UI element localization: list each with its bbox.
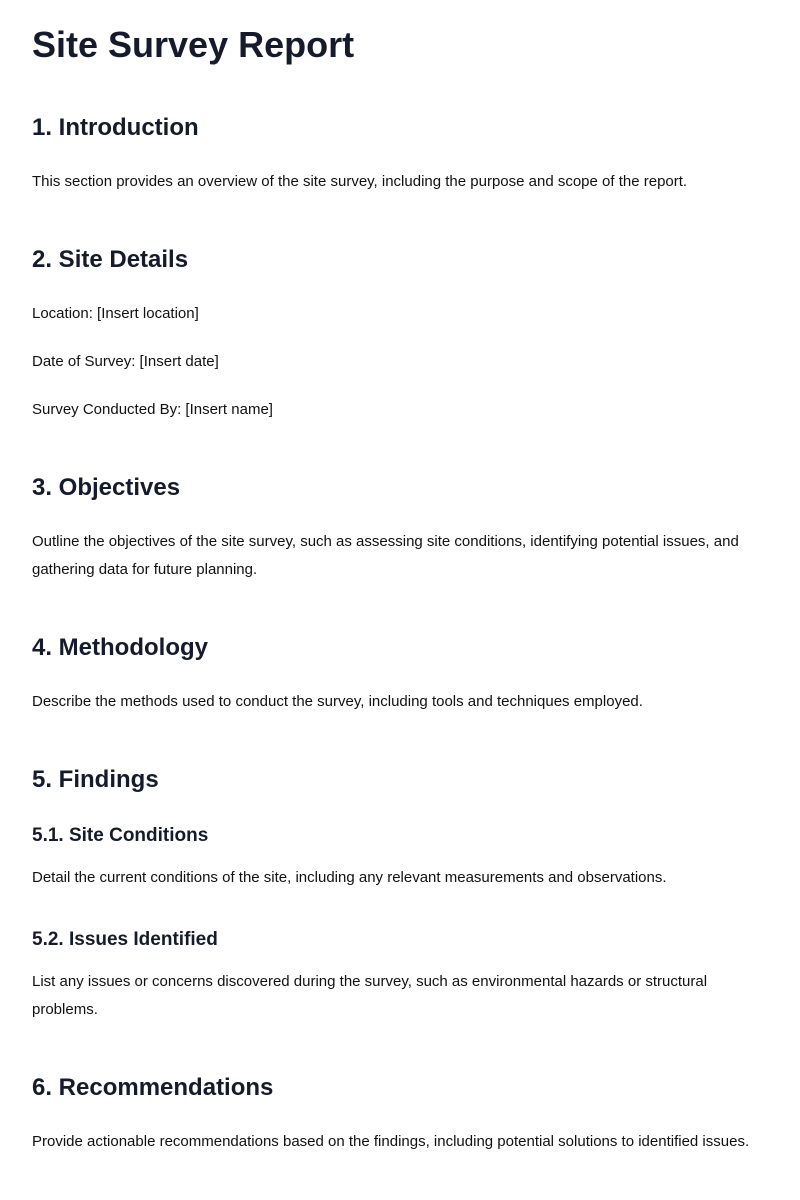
recommendations-text: Provide actionable recommendations based on the findings, including potential solutions to identified issues. — [32, 1133, 750, 1150]
page-title: Site Survey Report — [32, 24, 355, 65]
survey-conducted-by-text: Survey Conducted By: [Insert name] — [32, 401, 273, 418]
objectives-text: Outline the objectives of the site survey, such as assessing site conditions, identifying potential issues, and gathering data for future planning. — [32, 533, 739, 578]
survey-date-text: Date of Survey: [Insert date] — [32, 353, 219, 370]
recommendations-heading: 6. Recommendations — [32, 1074, 274, 1101]
site-conditions-heading: 5.1. Site Conditions — [32, 825, 209, 846]
introduction-text: This section provides an overview of the site survey, including the purpose and scope of the report. — [32, 173, 688, 190]
issues-identified-heading: 5.2. Issues Identified — [32, 929, 218, 950]
site-conditions-text: Detail the current conditions of the site, including any relevant measurements and observations. — [32, 869, 667, 886]
site-location-text: Location: [Insert location] — [32, 305, 199, 322]
methodology-text: Describe the methods used to conduct the survey, including tools and techniques employed. — [32, 693, 643, 710]
methodology-heading: 4. Methodology — [32, 634, 208, 661]
issues-identified-text: List any issues or concerns discovered during the survey, such as environmental hazards or structural problems. — [32, 973, 708, 1018]
site-details-heading: 2. Site Details — [32, 246, 189, 273]
introduction-heading: 1. Introduction — [32, 114, 199, 141]
findings-heading: 5. Findings — [32, 766, 159, 793]
objectives-heading: 3. Objectives — [32, 474, 181, 501]
